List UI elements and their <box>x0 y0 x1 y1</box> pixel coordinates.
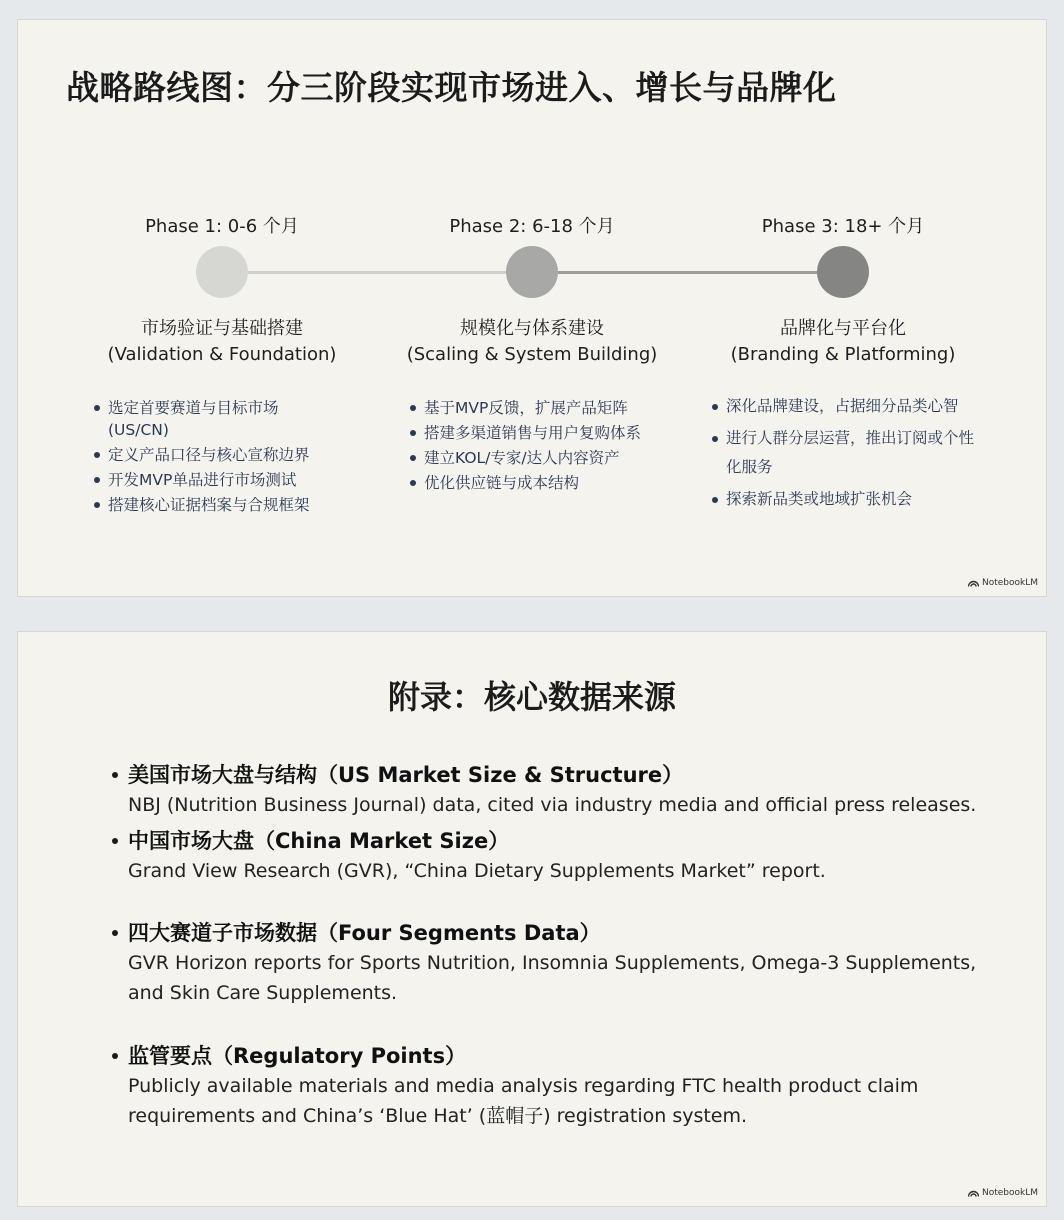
list-item: 进行人群分层运营，推出订阅或个性化服务 <box>710 424 980 482</box>
list-item: 建立KOL/专家/达人内容资产 <box>408 447 653 469</box>
phase-3-dot <box>817 246 869 298</box>
list-item: 开发MVP单品进行市场测试 <box>92 469 337 491</box>
notebooklm-logo <box>968 578 1038 588</box>
brand-label: NotebookLM <box>981 578 1038 588</box>
source-title: 监管要点（Regulatory Points） <box>128 1044 467 1068</box>
list-item: 定义产品口径与核心宣称边界 <box>92 444 337 466</box>
phase-1-items <box>92 397 337 519</box>
list-item: 搭建核心证据档案与合规框架 <box>92 494 337 516</box>
appendix-title: 附录：核心数据来源 <box>387 678 676 716</box>
phase-2-title-cn: 规模化与体系建设 <box>460 318 604 339</box>
timeline-connector-2 <box>558 271 858 274</box>
roadmap-title: 战略路线图：分三阶段实现市场进入、增长与品牌化 <box>66 68 837 107</box>
phase-3-title-en: (Branding & Platforming) <box>730 344 956 365</box>
list-item: 选定首要赛道与目标市场 (US/CN) <box>92 397 337 441</box>
notebooklm-logo-icon <box>968 1190 979 1197</box>
phase-3-title-cn: 品牌化与平台化 <box>780 318 906 339</box>
list-item: 搭建多渠道销售与用户复购体系 <box>408 422 653 444</box>
source-item <box>110 1041 1008 1131</box>
phase-2-title <box>387 316 677 368</box>
source-item <box>110 760 1008 820</box>
phase-2-dot <box>506 246 558 298</box>
timeline-connector-1 <box>248 271 548 274</box>
source-title: 美国市场大盘与结构（US Market Size & Structure） <box>128 763 684 787</box>
source-desc: NBJ (Nutrition Business Journal) data, cited via industry media and official press releases. <box>128 794 977 816</box>
phase-1-title <box>77 316 367 368</box>
list-item: 优化供应链与成本结构 <box>408 472 653 494</box>
phase-2-title-en: (Scaling & System Building) <box>406 344 658 365</box>
list-item: 探索新品类或地域扩张机会 <box>710 485 980 514</box>
notebooklm-logo <box>968 1188 1038 1198</box>
phase-1-title-cn: 市场验证与基础搭建 <box>141 318 303 339</box>
list-item: 基于MVP反馈，扩展产品矩阵 <box>408 397 653 419</box>
source-desc: GVR Horizon reports for Sports Nutrition, Insomnia Supplements, Omega-3 Supplements, and Skin Care Supplements. <box>128 952 977 1004</box>
source-title: 中国市场大盘（China Market Size） <box>128 829 510 853</box>
source-item <box>110 918 1008 1008</box>
phase-1-label: Phase 1: 0-6 个月 <box>145 216 299 237</box>
phase-2-label: Phase 2: 6-18 个月 <box>449 216 615 237</box>
appendix-slide <box>18 632 1046 1206</box>
source-item <box>110 826 1008 886</box>
notebooklm-logo-icon <box>968 580 979 587</box>
phase-3-items <box>710 392 980 517</box>
list-item: 深化品牌建设，占据细分品类心智 <box>710 392 980 421</box>
phase-1-title-en: (Validation & Foundation) <box>107 344 337 365</box>
source-desc: Publicly available materials and media analysis regarding FTC health product claim requirements and China’s ‘Blue Hat’ (蓝帽子) registration system. <box>128 1075 919 1127</box>
phase-3-title <box>698 316 988 368</box>
phase-1-dot <box>196 246 248 298</box>
phase-2-items <box>408 397 653 497</box>
phase-3-label: Phase 3: 18+ 个月 <box>761 216 925 237</box>
source-desc: Grand View Research (GVR), “China Dietary Supplements Market” report. <box>128 860 826 882</box>
source-title: 四大赛道子市场数据（Four Segments Data） <box>128 921 601 945</box>
roadmap-slide <box>18 20 1046 596</box>
brand-label: NotebookLM <box>981 1188 1038 1198</box>
